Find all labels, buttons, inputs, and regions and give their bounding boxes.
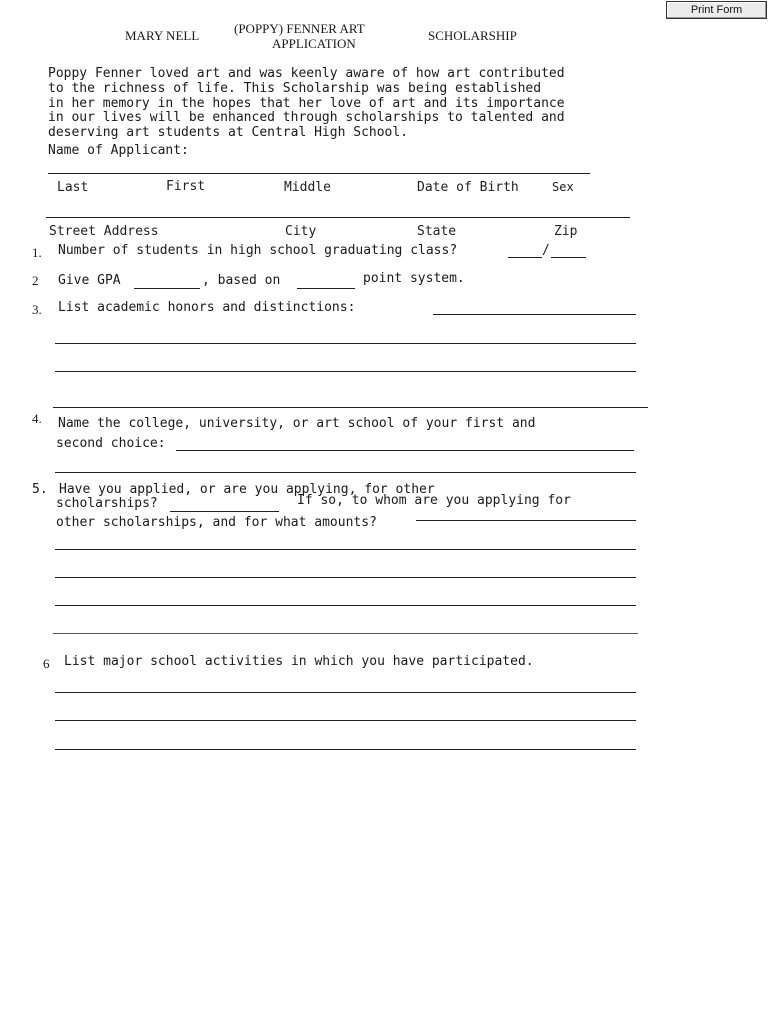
q3-number: 3. bbox=[32, 302, 42, 317]
q3-text: List academic honors and distinctions: bbox=[58, 300, 356, 315]
q3-answer-line-1[interactable] bbox=[433, 314, 636, 315]
gpa-field[interactable] bbox=[134, 274, 200, 289]
header-center-line2: APPLICATION bbox=[272, 36, 356, 51]
q4-line-1: Name the college, university, or art school of your first and bbox=[58, 416, 536, 431]
q5-answer-line-4[interactable] bbox=[55, 605, 636, 606]
intro-line-2: to the richness of life. This Scholarship was being established bbox=[48, 81, 542, 96]
header-center-line1: (POPPY) FENNER ART bbox=[234, 21, 365, 36]
other-scholarships-field[interactable] bbox=[170, 497, 279, 512]
q5-line-2a: scholarships? bbox=[56, 496, 158, 511]
q6-number: 6 bbox=[43, 656, 50, 671]
q6-answer-line-3[interactable] bbox=[55, 749, 636, 750]
q3-answer-line-2[interactable] bbox=[55, 343, 636, 344]
point-system-field[interactable] bbox=[297, 274, 355, 289]
q3-answer-line-4[interactable] bbox=[53, 407, 648, 408]
q2-text-gpa: Give GPA bbox=[58, 273, 121, 288]
label-sex: Sex bbox=[552, 180, 574, 194]
q2-text-point-system: point system. bbox=[363, 271, 465, 286]
q5-line-1: Have you applied, or are you applying, for other bbox=[59, 482, 435, 497]
label-first: First bbox=[166, 179, 206, 194]
q5-answer-line-2[interactable] bbox=[55, 549, 636, 550]
q1-field-a[interactable] bbox=[508, 243, 542, 258]
q2-text-based-on: , based on bbox=[202, 273, 281, 288]
q6-answer-line-2[interactable] bbox=[55, 720, 636, 721]
college-choice-line-1[interactable] bbox=[176, 450, 634, 451]
label-street-address: Street Address bbox=[49, 224, 159, 239]
name-line[interactable] bbox=[48, 173, 590, 174]
q1-slash: / bbox=[542, 243, 550, 258]
intro-line-4: in our lives will be enhanced through scholarships to talented and bbox=[48, 110, 565, 125]
applicant-label: Name of Applicant: bbox=[48, 143, 189, 158]
q1-field-b[interactable] bbox=[551, 243, 586, 258]
print-form-button[interactable]: Print Form bbox=[666, 1, 767, 19]
q6-text: List major school activities in which you have participated. bbox=[64, 654, 534, 669]
label-state: State bbox=[417, 224, 457, 239]
q2-number: 2 bbox=[32, 273, 39, 288]
label-date-of-birth: Date of Birth bbox=[417, 180, 519, 195]
q3-answer-line-3[interactable] bbox=[55, 371, 636, 372]
q5-line-2b: If so, to whom are you applying for bbox=[297, 493, 571, 508]
q1-number: 1. bbox=[32, 245, 42, 260]
intro-line-1: Poppy Fenner loved art and was keenly aware of how art contributed bbox=[48, 66, 565, 81]
q5-answer-line-3[interactable] bbox=[55, 577, 636, 578]
q5-answer-line-5[interactable] bbox=[53, 633, 638, 634]
q4-number: 4. bbox=[32, 411, 42, 426]
q5-number: 5. bbox=[32, 482, 48, 497]
label-city: City bbox=[285, 224, 317, 239]
label-zip: Zip bbox=[554, 224, 578, 239]
label-middle: Middle bbox=[284, 180, 331, 195]
college-choice-line-2[interactable] bbox=[55, 472, 636, 473]
label-last: Last bbox=[57, 180, 89, 195]
q1-text: Number of students in high school graduating class? bbox=[58, 243, 458, 258]
header-left: MARY NELL bbox=[125, 28, 200, 43]
intro-line-5: deserving art students at Central High School. bbox=[48, 125, 409, 140]
q5-answer-line-1[interactable] bbox=[416, 520, 636, 521]
header-right: SCHOLARSHIP bbox=[428, 28, 517, 43]
q6-answer-line-1[interactable] bbox=[55, 692, 636, 693]
q5-line-3: other scholarships, and for what amounts? bbox=[56, 515, 377, 530]
intro-line-3: in her memory in the hopes that her love of art and its importance bbox=[48, 96, 565, 111]
q4-line-2: second choice: bbox=[56, 436, 166, 451]
address-line[interactable] bbox=[46, 217, 630, 218]
